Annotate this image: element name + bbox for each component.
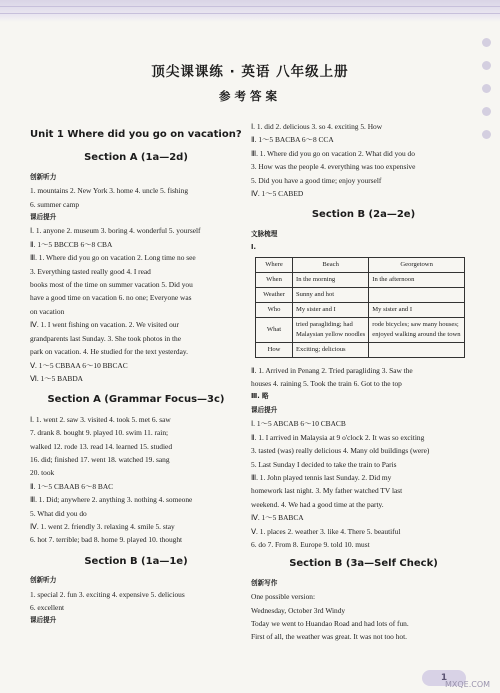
table-row xyxy=(256,272,465,287)
answer-line: houses 4. raining 5. Took the train 6. Got to the top xyxy=(251,379,402,389)
table-cell xyxy=(369,287,465,302)
answer-line: 5. What did you do xyxy=(30,508,87,518)
table-cell: Sunny and hot xyxy=(293,287,369,302)
answer-line: One possible version: xyxy=(251,592,316,602)
table-cell: Who xyxy=(256,302,293,317)
answer-line: park on vacation. 4. He studied for the text yesterday. xyxy=(30,347,188,357)
answer-line: 7. drank 8. bought 9. played 10. swim 11. rain; xyxy=(30,428,169,438)
table-cell: Georgetown xyxy=(369,257,465,272)
table-cell: tried paragliding; had Malaysian yellow noodles xyxy=(293,317,369,342)
answer-line: Ⅵ. 1～5 BABDA xyxy=(30,373,84,383)
answer-line: Ⅳ. 1. went 2. friendly 3. relaxing 4. smile 5. stay xyxy=(30,521,175,531)
page-title: 顶尖课课练 · 英语 八年级上册 xyxy=(151,64,349,80)
page-number: 1 xyxy=(422,670,466,686)
table-cell: What xyxy=(256,317,293,342)
table-row xyxy=(256,342,465,357)
answer-line: Ⅳ. 1～5 BABCA xyxy=(251,513,304,523)
unit-title: Unit 1 Where did you go on vacation? xyxy=(30,129,242,140)
band-stripe xyxy=(0,6,500,7)
answer-line: homework last night. 3. My father watched TV last xyxy=(251,486,403,496)
answer-line: Ⅱ. 1～5 CBAAB 6～8 BAC xyxy=(30,481,114,491)
answer-line: First of all, the weather was great. It was not too hot. xyxy=(251,632,407,642)
answer-line: 16. did; finished 17. went 18. watched 19. sang xyxy=(30,454,170,464)
table-cell: How xyxy=(256,342,293,357)
answer-line: Ⅳ. 1～5 CABED xyxy=(251,189,304,199)
table-row xyxy=(256,302,465,317)
answer-line: 3. tasted (was) really delicious 4. Many old buildings (were) xyxy=(251,446,430,456)
answer-line: Ⅳ. 1. I went fishing on vacation. 2. We visited our xyxy=(30,320,179,330)
table-cell: Exciting; delicious xyxy=(293,342,369,357)
answer-line: 20. took xyxy=(30,468,55,478)
answer-line: weekend. 4. We had a good time at the party. xyxy=(251,499,384,509)
table-cell: Where xyxy=(256,257,293,272)
table-label: Ⅰ. xyxy=(251,243,256,252)
answer-line: Ⅰ. 1. went 2. saw 3. visited 4. took 5. met 6. saw xyxy=(30,414,171,424)
answer-line: 6. excellent xyxy=(30,603,65,612)
band-stripe xyxy=(0,13,500,14)
section-label: 课后提升 xyxy=(251,405,278,414)
section-label: 创新听力 xyxy=(30,576,57,585)
answer-line: 3. Everything tasted really good 4. I read xyxy=(30,266,151,276)
answer-line: Ⅰ. 1. did 2. delicious 3. so 4. exciting 5. How xyxy=(251,122,383,131)
section-label: 课后提升 xyxy=(30,213,57,222)
table-cell xyxy=(369,342,465,357)
table-cell: In the afternoon xyxy=(369,272,465,287)
table-cell: Weather xyxy=(256,287,293,302)
table-cell: In the morning xyxy=(293,272,369,287)
top-band xyxy=(0,0,500,22)
table-cell: Beach xyxy=(293,257,369,272)
right-column xyxy=(251,120,476,644)
answer-line: 3. How was the people 4. everything was too expensive xyxy=(251,162,416,172)
answer-line: Today we went to Huandao Road and had lots of fun. xyxy=(251,618,409,628)
answer-line: 6. summer camp xyxy=(30,199,80,209)
answer-line: 5. Last Sunday I decided to take the train to Paris xyxy=(251,459,397,469)
section-heading: Section B (3a—Self Check) xyxy=(289,558,438,570)
answer-line: Ⅱ. 1～5 BBCCB 6～8 CBA xyxy=(30,239,113,249)
table-row xyxy=(256,257,465,272)
table-cell: My sister and I xyxy=(369,302,465,317)
watermark: MXQE.COM xyxy=(445,680,491,689)
section-heading: Section B (2a—2e) xyxy=(311,209,416,221)
section-heading: Section A (1a—2d) xyxy=(84,152,188,164)
answer-line: grandparents last Sunday. 3. She took photos in the xyxy=(30,333,182,343)
section-label: 创新写作 xyxy=(251,578,278,587)
answer-line: 6. do 7. From 8. Europe 9. told 10. must xyxy=(251,539,370,549)
answer-line: Ⅱ. 1. Arrived in Penang 2. Tried paragliding 3. Saw the xyxy=(251,365,413,375)
section-label: Ⅲ. 略 xyxy=(251,392,269,401)
answer-line: Ⅰ. 1～5 ABCAB 6～10 CBACB xyxy=(251,419,346,429)
answer-line: have a good time on vacation 6. no one; Everyone was xyxy=(30,293,192,303)
answer-line: books most of the time on summer vacation 5. Did you xyxy=(30,280,193,290)
answer-line: on vacation xyxy=(30,306,65,316)
answer-line: 1. mountains 2. New York 3. home 4. uncle 5. fishing xyxy=(30,186,189,196)
answer-line: Ⅲ. 1. John played tennis last Sunday. 2. Did my xyxy=(251,472,392,482)
answer-line: 5. Did you have a good time; enjoy yourself xyxy=(251,175,382,185)
section-label: 文脉梳理 xyxy=(251,229,278,238)
page-subtitle: 参考答案 xyxy=(219,89,281,103)
summary-table xyxy=(255,257,465,358)
answer-line: Ⅰ. 1. anyone 2. museum 3. boring 4. wonderful 5. yourself xyxy=(30,226,201,236)
section-heading: Section B (1a—1e) xyxy=(84,555,188,567)
answer-line: Ⅲ. 1. Did; anywhere 2. anything 3. nothing 4. someone xyxy=(30,495,193,505)
answer-line: Wednesday, October 3rd Windy xyxy=(251,605,346,615)
answer-line: Ⅴ. 1～5 CBBAA 6～10 BBCAC xyxy=(30,360,128,370)
table-cell: When xyxy=(256,272,293,287)
section-heading: Section A (Grammar Focus—3c) xyxy=(47,394,225,406)
answer-line: Ⅱ. 1～5 BACBA 6～8 CCA xyxy=(251,135,334,145)
answer-line: Ⅲ. 1. Where did you go on vacation 2. Long time no see xyxy=(30,253,196,263)
left-column xyxy=(30,120,242,628)
section-label: 课后提升 xyxy=(30,616,57,625)
answer-line: Ⅲ. 1. Where did you go on vacation 2. What did you do xyxy=(251,148,415,158)
table-row xyxy=(256,287,465,302)
answer-line: 6. hot 7. terrible; bad 8. home 9. played 10. thought xyxy=(30,535,183,545)
section-label: 创新听力 xyxy=(30,172,57,181)
answer-line: Ⅱ. 1. I arrived in Malaysia at 9 o'clock 2. It was so exciting xyxy=(251,432,425,442)
answer-line: 1. special 2. fun 3. exciting 4. expensive 5. delicious xyxy=(30,589,185,599)
table-cell: rode bicycles; saw many houses; enjoyed walking around the town xyxy=(369,317,465,342)
answer-line: Ⅴ. 1. places 2. weather 3. like 4. There 5. beautiful xyxy=(251,526,401,536)
table-row xyxy=(256,317,465,342)
table-cell: My sister and I xyxy=(293,302,369,317)
answer-line: walked 12. rode 13. read 14. learned 15. studied xyxy=(30,441,173,451)
